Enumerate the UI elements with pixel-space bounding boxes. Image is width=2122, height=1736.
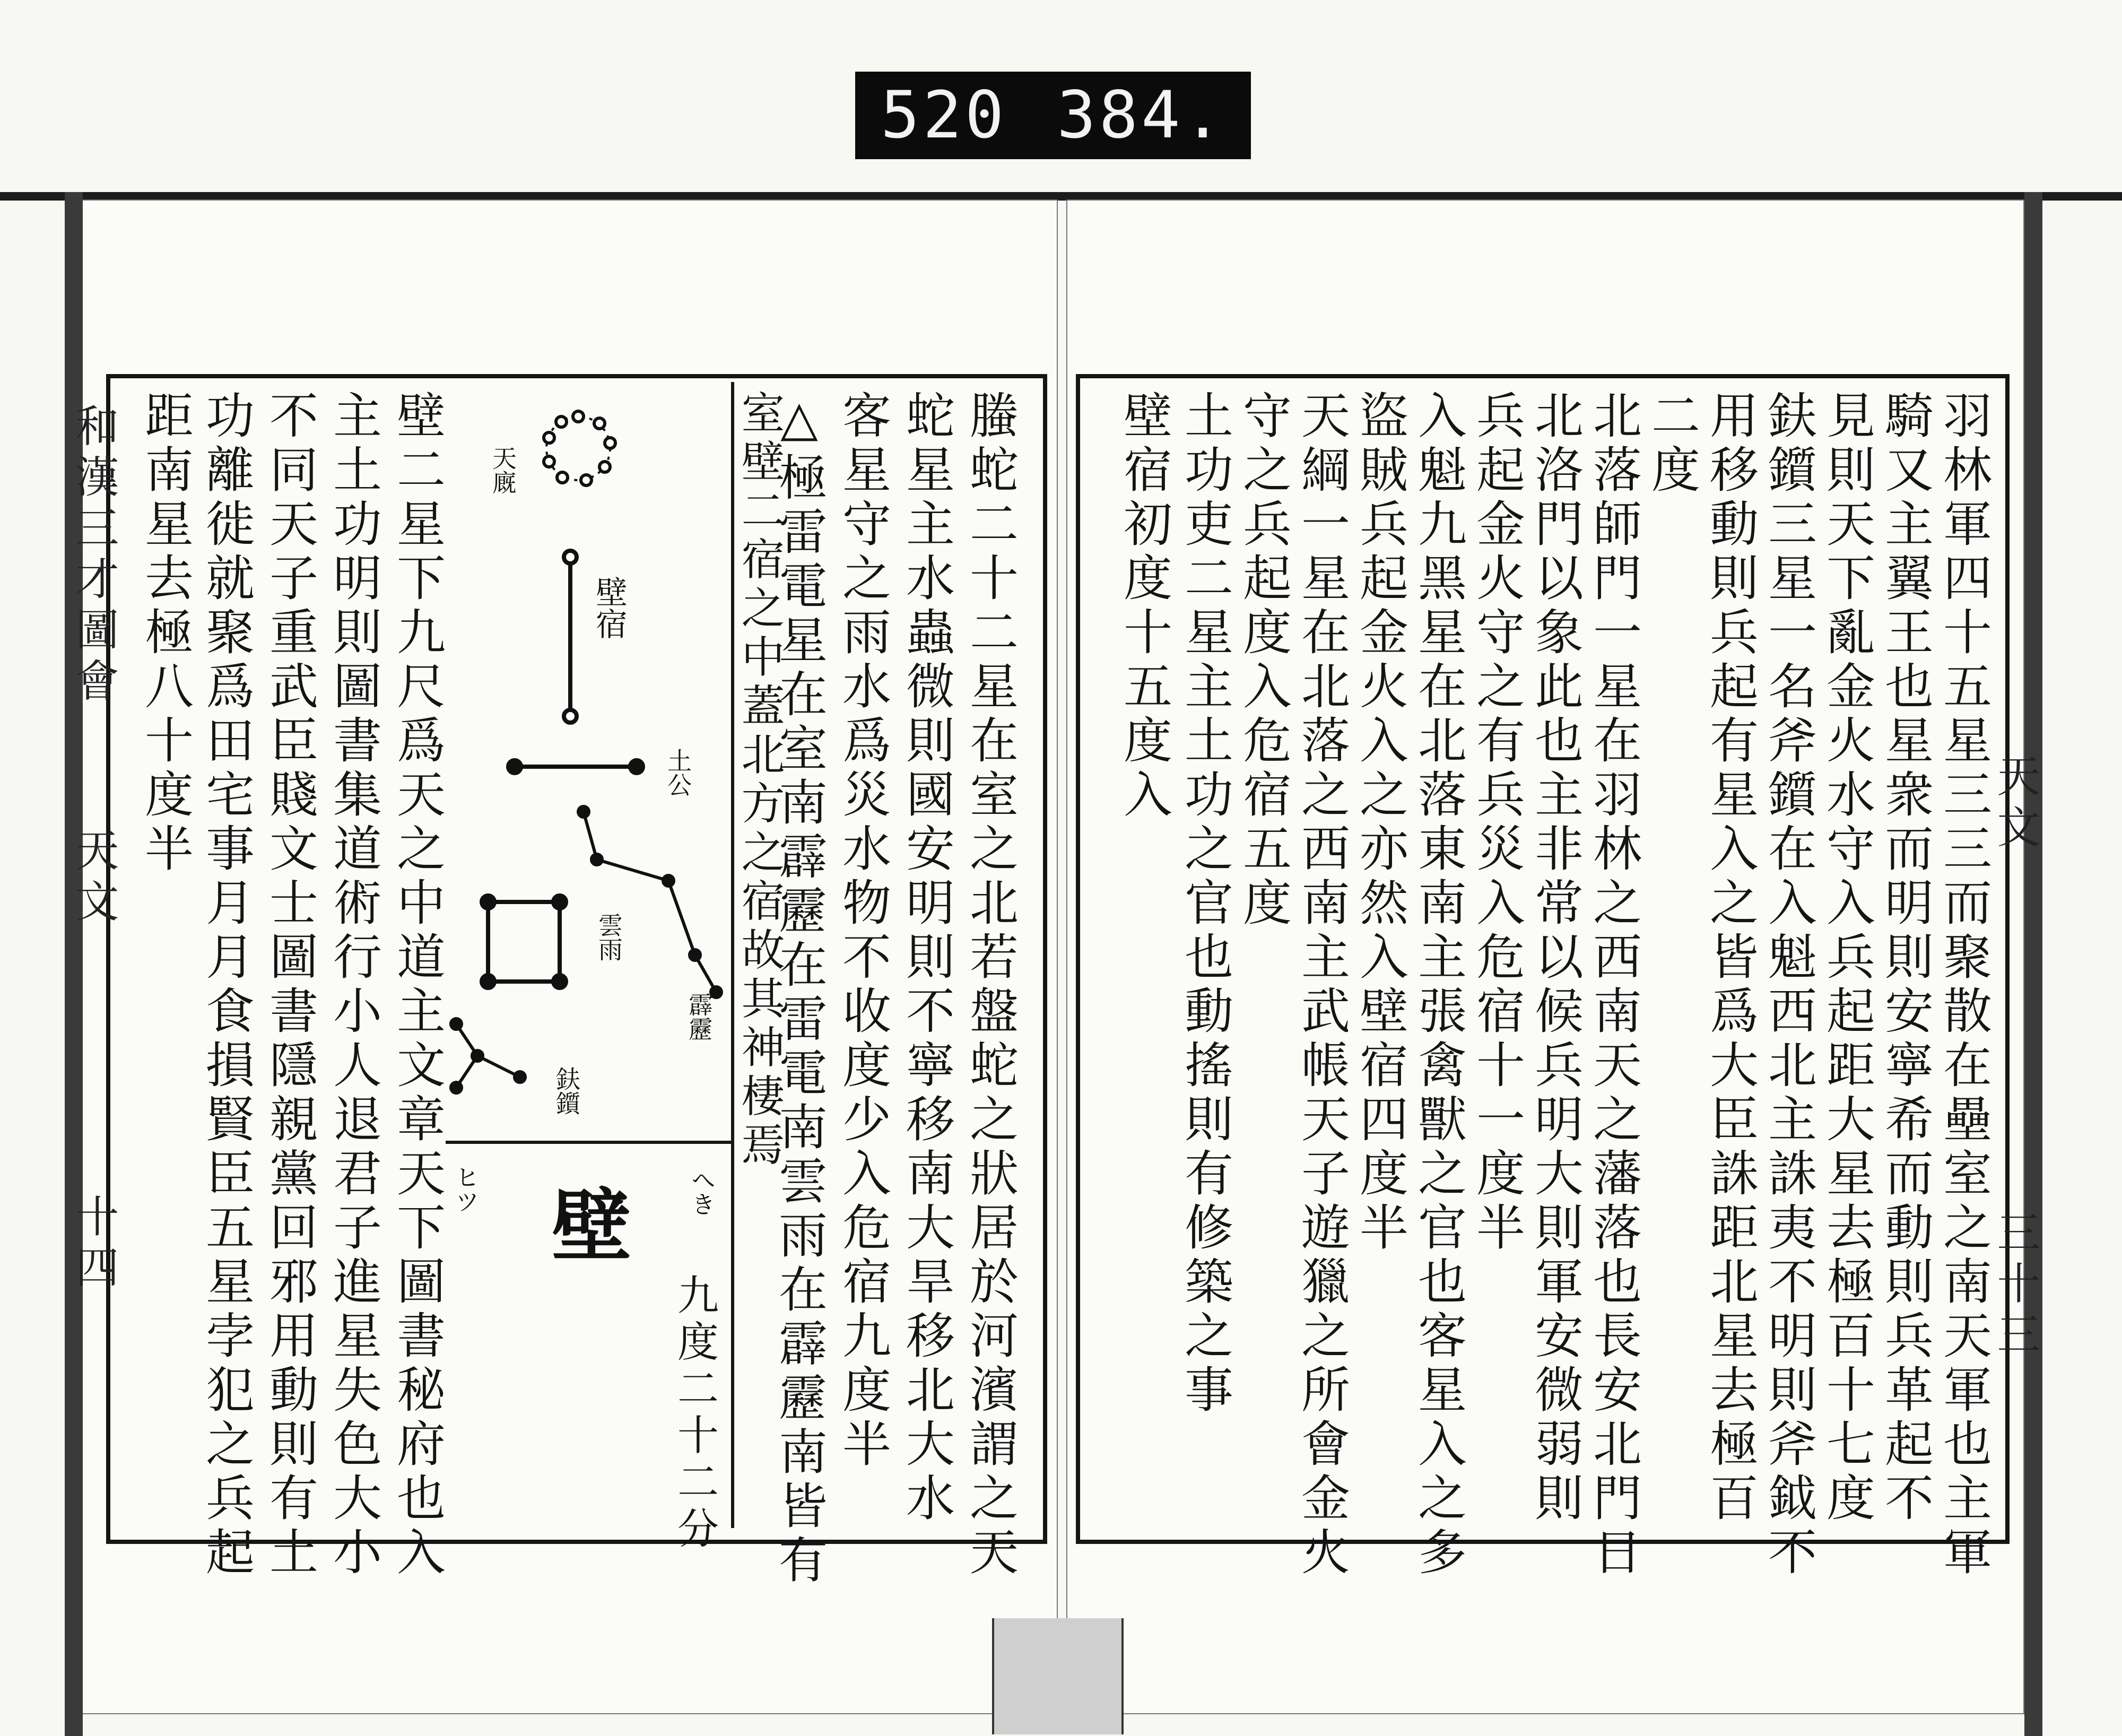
left-margin-volume: 天文 [68, 828, 119, 930]
left-text-column-7: 主土功明則圖書集道術行小人退君子進星失色大小 [325, 390, 382, 1581]
left-text-column-3: 客星守之雨水爲災水物不收度少入危宿九度半 [834, 390, 891, 1472]
yunyu-asterism [482, 896, 566, 988]
book-spine-bottom [992, 1618, 1124, 1734]
catalog-number-right: 384. [1057, 77, 1225, 153]
left-text-column-8: 不同天子重武臣賤文士圖書隱親黨回邪用動則有土 [262, 390, 318, 1581]
right-text-column-8: 北洛門以象此也主非常以候兵明大則軍安微弱則 [1527, 390, 1584, 1526]
right-text-column-10: 入魁九黑星在北落東南主張禽獸之官也客星入之多 [1410, 390, 1467, 1581]
catalog-number-left: 520 [881, 77, 1007, 153]
left-text-column-6: 壁二星下九尺爲天之中道主文章天下圖書秘府也入 [389, 390, 446, 1581]
right-text-column-6: 二度 [1643, 390, 1700, 498]
tugong-asterism [508, 760, 643, 773]
bisu-asterism [564, 551, 577, 723]
right-text-column-1: 羽林軍四十五星三三而聚散在壘室之南天軍也主軍 [1935, 390, 1992, 1581]
right-text-column-13: 守之兵起度入危宿五度 [1235, 390, 1292, 931]
lodge-measure-kana: へき [688, 1167, 716, 1216]
right-text-column-15: 壁宿初度十五度入 [1116, 390, 1172, 823]
label-tugong: 土公 [664, 748, 692, 797]
right-text-column-12: 天綱一星在北落之西南主武帳天子遊獵之所會金火 [1293, 390, 1350, 1581]
left-text-column-9: 功離徙就聚爲田宅事月月食損賢臣五星孛犯之兵起 [198, 390, 255, 1581]
right-margin-folio: 三十三 [1990, 1210, 2040, 1362]
pili-asterism [578, 806, 721, 997]
label-pili: 霹靂 [685, 992, 714, 1041]
lodge-measure: 九度二十二分 [671, 1273, 718, 1553]
right-text-column-7: 北落師門一星在羽林之西南天之藩落也長安北門日 [1585, 390, 1642, 1581]
lodge-title-char: 壁 [552, 1179, 632, 1273]
right-text-column-3: 見則天下亂金火水守入兵起距大星去極百十七度 [1819, 390, 1875, 1526]
label-fuzhi: 鈇鑕 [552, 1066, 581, 1115]
left-text-column-10: 距南星去極八十度半 [137, 390, 194, 877]
left-margin-folio: 十四 [68, 1194, 119, 1296]
left-text-column-1: 螣蛇二十二星在室之北若盤蛇之狀居於河濱謂之天 [962, 390, 1019, 1581]
right-text-column-11: 盜賊兵起金火入之亦然入壁宿四度半 [1352, 390, 1408, 1256]
left-text-column-5: 室壁二宿之中蓋北方之宿故其神棲焉 [734, 390, 785, 1171]
left-text-column-4: △極雷電星在室南霹靂在雷電南雲雨在霹靂南皆有 [771, 390, 828, 1589]
right-text-column-9: 兵起金火守之有兵災入危宿十一度半 [1468, 390, 1525, 1256]
left-margin-title: 和漢三才圖會 [68, 403, 119, 709]
catalog-number-plate [855, 72, 1251, 159]
label-yunyu: 雲雨 [595, 913, 623, 961]
right-text-column-14: 土功吏二星主土功之官也動搖則有修築之事 [1177, 390, 1233, 1418]
label-bisu: 壁宿 [590, 576, 628, 639]
right-text-column-5: 用移動則兵起有星入之皆爲大臣誅距北星去極百 [1702, 390, 1759, 1526]
tianjiu-asterism [544, 411, 615, 485]
right-binding-edge [2024, 192, 2042, 1736]
right-text-column-4: 鈇鑕三星一名斧鑕在入魁西北主誅夷不明則斧鉞不 [1760, 390, 1817, 1581]
fuzhi-asterism [451, 1019, 525, 1093]
right-text-column-2: 騎又主翼王也星衆而明則安寧希而動則兵革起不 [1877, 390, 1934, 1526]
diagram-divider [446, 1141, 732, 1144]
left-text-column-2: 蛇星主水蟲微則國安明則不寧移南大旱移北大水 [898, 390, 955, 1526]
lodge-reading: ヒツ [451, 1165, 480, 1213]
label-tianjiu: 天廐 [489, 446, 517, 494]
right-margin-title: 天文 [1990, 753, 2040, 855]
